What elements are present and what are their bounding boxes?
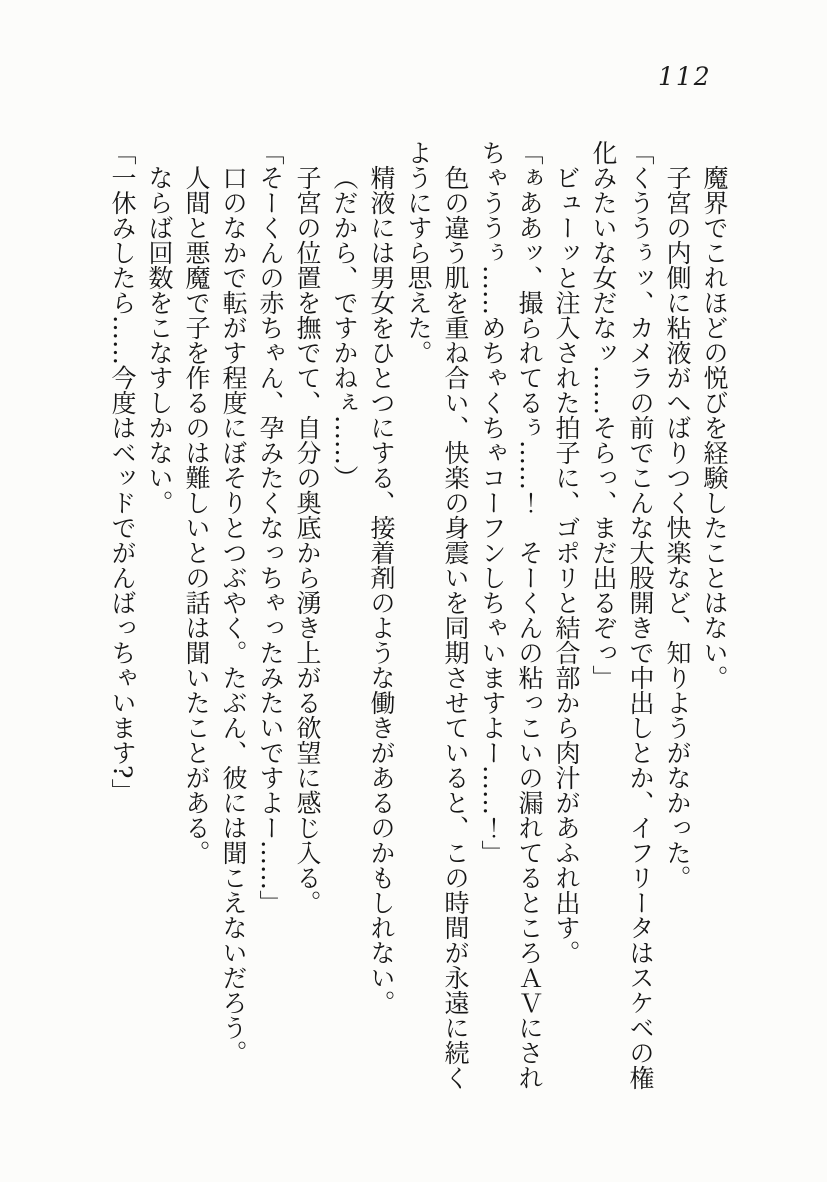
paragraph-dialogue: 「そーくんの赤ちゃん、孕みたくなっちゃったみたいですよー……」	[256, 140, 285, 915]
paragraph: 魔界でこれほどの悦びを経験したことはない。	[700, 165, 729, 690]
paragraph-thought: （だから、ですかねぇ……）	[330, 165, 359, 490]
paragraph: ならば回数をこなすしかない。	[145, 165, 174, 515]
paragraph-dialogue: 「一休みしたら……今度はベッドでがんばっちゃいます?」	[108, 140, 137, 804]
paragraph: ビューッと注入された拍子に、ゴポリと結合部から肉汁があふれ出す。	[552, 165, 581, 965]
paragraph: 子宮の位置を撫でて、自分の奥底から湧き上がる欲望に感じ入る。	[293, 165, 322, 915]
paragraph: 子宮の内側に粘液がへばりつく快楽など、知りようがなかった。	[663, 165, 692, 890]
text-block	[104, 140, 733, 1095]
paragraph-dialogue: 「くううぅッ、カメラの前でこんな大股開きで中出しとか、イフリータはスケベの権化みたいな女だなッ……そらっ、まだ出るぞっ」	[589, 140, 655, 1090]
paragraph: 色の違う肌を重ね合い、快楽の身震いを同期させていると、この時間が永遠に続くようにすら思えた。	[404, 140, 470, 1090]
paragraph: 精液には男女をひとつにする、接着剤のような働きがあるのかもしれない。	[367, 165, 396, 1015]
page-number: 112	[658, 62, 712, 91]
paragraph-dialogue: 「ぁああッ、撮られてるぅ……！ そーくんの粘っこいの漏れてるところＡＶにされちゃううぅ……めちゃくちゃコーフンしちゃいますよー……！」	[478, 140, 544, 1090]
paragraph: 口のなかで転がす程度にぼそりとつぶやく。たぶん、彼には聞こえないだろう。	[219, 165, 248, 1065]
paragraph: 人間と悪魔で子を作るのは難しいとの話は聞いたことがある。	[182, 165, 211, 865]
